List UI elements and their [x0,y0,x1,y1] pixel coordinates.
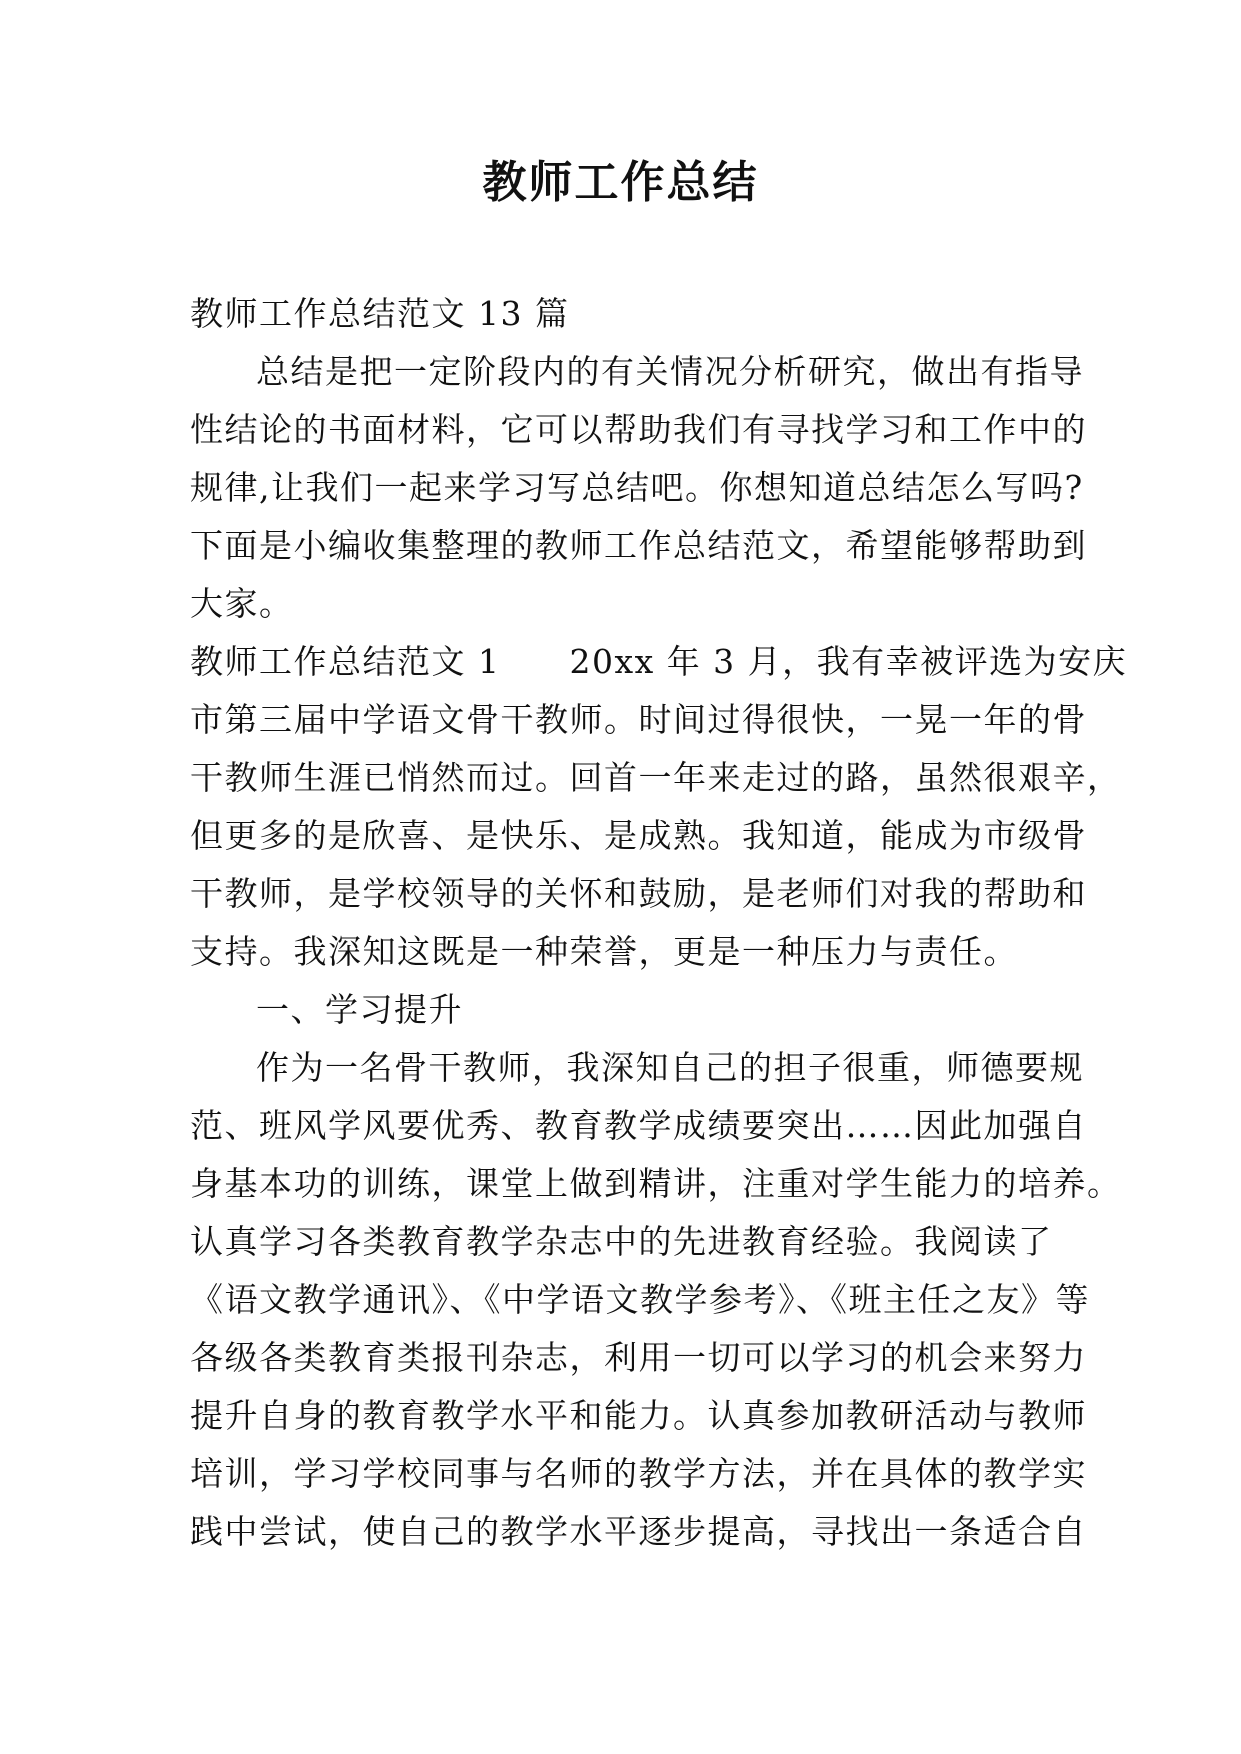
intro-paragraph-line: 下面是小编收集整理的教师工作总结范文，希望能够帮助到 [190,526,1087,565]
sample1-paragraph-line: 干教师，是学校领导的关怀和鼓励，是老师们对我的帮助和 [190,874,1087,913]
section1-paragraph-line: 作为一名骨干教师，我深知自己的担子很重，师德要规 [256,1048,1084,1087]
sample1-paragraph-line: 教师工作总结范文 1 20xx 年 3 月，我有幸被评选为安庆 [190,642,1128,681]
document-title: 教师工作总结 [482,157,759,208]
sample1-paragraph-line: 市第三届中学语文骨干教师。时间过得很快，一晃一年的骨 [190,700,1087,739]
section1-paragraph-line: 《语文教学通讯》、《中学语文教学参考》、《班主任之友》等 [190,1280,1090,1319]
section1-paragraph-line: 培训，学习学校同事与名师的教学方法，并在具体的教学实 [190,1454,1087,1493]
section1-paragraph-line: 各级各类教育类报刊杂志，利用一切可以学习的机会来努力 [190,1338,1087,1377]
section1-paragraph-line: 认真学习各类教育教学杂志中的先进教育经验。我阅读了 [190,1222,1053,1261]
section1-paragraph-line: 提升自身的教育教学水平和能力。认真参加教研活动与教师 [190,1396,1087,1435]
sample1-paragraph-line: 干教师生涯已悄然而过。回首一年来走过的路，虽然很艰辛， [190,758,1122,797]
sample1-paragraph-line: 支持。我深知这既是一种荣誉，更是一种压力与责任。 [190,932,1018,971]
sample1-paragraph-line: 但更多的是欣喜、是快乐、是成熟。我知道，能成为市级骨 [190,816,1087,855]
section1-paragraph-line: 身基本功的训练，课堂上做到精讲，注重对学生能力的培养。 [190,1164,1122,1203]
section1-paragraph-line: 践中尝试，使自己的教学水平逐步提高，寻找出一条适合自 [190,1512,1087,1551]
intro-paragraph-line: 总结是把一定阶段内的有关情况分析研究，做出有指导 [256,352,1084,391]
intro-paragraph-line: 大家。 [190,584,294,623]
section-heading: 一、学习提升 [256,990,463,1029]
section1-paragraph-line: 范、班风学风要优秀、教育教学成绩要突出……因此加强自 [190,1106,1087,1145]
intro-paragraph-line: 规律,让我们一起来学习写总结吧。你想知道总结怎么写吗? [190,468,1084,507]
intro-paragraph-line: 性结论的书面材料，它可以帮助我们有寻找学习和工作中的 [190,410,1087,449]
document-body [190,285,1128,1561]
subtitle-line: 教师工作总结范文 13 篇 [190,294,570,333]
